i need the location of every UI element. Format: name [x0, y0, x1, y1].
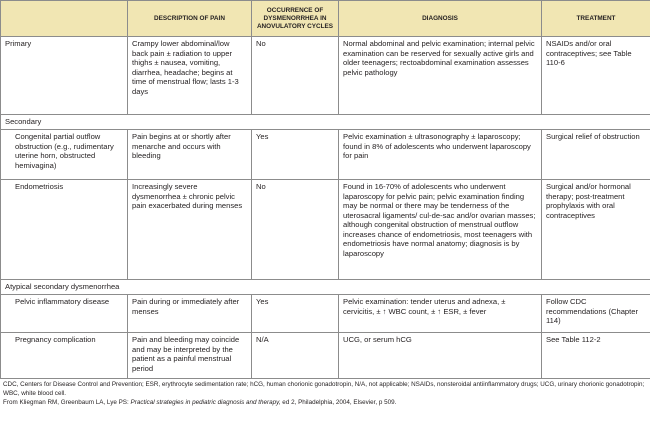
cell-pain: Pain and bleeding may coincide and may be interpreted by the patient as a painful menstrual period [128, 333, 252, 379]
cell-type: Primary [1, 37, 128, 115]
cell-anovulatory: N/A [252, 333, 339, 379]
section-row-secondary [1, 115, 650, 130]
source-citation [3, 399, 647, 408]
header-treatment: TREATMENT [542, 1, 650, 37]
section-row-atypical [1, 280, 650, 295]
cell-pain: Increasingly severe dysmenorrhea ± chronic pelvic pain exacerbated during menses [128, 180, 252, 280]
cell-type: Congenital partial outflow obstruction (e.g., rudimentary uterine horn, obstructed hemivagina) [1, 130, 128, 180]
cell-treatment: Surgical relief of obstruction [542, 130, 650, 180]
cell-diagnosis: UCG, or serum hCG [339, 333, 542, 379]
cell-anovulatory: No [252, 37, 339, 115]
section-label-secondary: Secondary [1, 115, 650, 130]
cell-treatment: NSAIDs and/or oral contraceptives; see Table 110-6 [542, 37, 650, 115]
source-prefix: From Kliegman RM, Greenbaum LA, Lye PS: [3, 398, 131, 406]
source-suffix: ed 2, Philadelphia, 2004, Elsevier, p 509. [280, 398, 397, 406]
table-row-outflow-obstruction [1, 130, 650, 180]
cell-type: Endometriosis [1, 180, 128, 280]
cell-anovulatory: No [252, 180, 339, 280]
cell-diagnosis: Pelvic examination: tender uterus and adnexa, ± cervicitis, ± ↑ WBC count, ± ↑ ESR, ± fever [339, 295, 542, 333]
table-row-primary [1, 37, 650, 115]
abbreviations-note: CDC, Centers for Disease Control and Prevention; ESR, erythrocyte sedimentation rate; hCG, human chorionic gonadotropin, N/A, not applicable; NSAIDs, nonsteroidal antiinflammatory drugs; UCG, urinary chorionic gonadotropin; WBC, white blood cell. [3, 381, 645, 397]
table-row-pid [1, 295, 650, 333]
source-title: Practical strategies in pediatric diagnosis and therapy, [130, 398, 281, 406]
header-type [1, 1, 128, 37]
cell-anovulatory: Yes [252, 130, 339, 180]
cell-treatment: Surgical and/or hormonal therapy; post-treatment prophylaxis with oral contraceptives [542, 180, 650, 280]
cell-pain: Crampy lower abdominal/low back pain ± radiation to upper thighs ± nausea, vomiting, diarrhea, headache; begins at time of menstrual flow; lasts 1-3 days [128, 37, 252, 115]
cell-diagnosis: Normal abdominal and pelvic examination; internal pelvic examination can be reserved for sexually active girls and older teenagers; rectoabdominal examination assesses pelvic pathology [339, 37, 542, 115]
cell-anovulatory: Yes [252, 295, 339, 333]
cell-treatment: See Table 112-2 [542, 333, 650, 379]
table-row-endometriosis [1, 180, 650, 280]
cell-pain: Pain begins at or shortly after menarche and occurs with bleeding [128, 130, 252, 180]
header-anovulatory-occurrence: OCCURRENCE OF DYSMENORRHEA IN ANOVULATORY CYCLES [252, 1, 339, 37]
cell-pain: Pain during or immediately after menses [128, 295, 252, 333]
header-diagnosis: DIAGNOSIS [339, 1, 542, 37]
cell-type: Pregnancy complication [1, 333, 128, 379]
cell-type: Pelvic inflammatory disease [1, 295, 128, 333]
section-label-atypical: Atypical secondary dysmenorrhea [1, 280, 650, 295]
cell-diagnosis: Found in 16-70% of adolescents who underwent laparoscopy for pelvic pain; pelvic examination finding may be normal or there may be tenderness of the uterosacral ligaments/ cul-de-sac and/or ovarian masses; although congenital obstruction of menstrual outflow increases chance of endometriosis, most teenagers with endometriosis have normal anatomy; diagnosis is by laparoscopy [339, 180, 542, 280]
cell-diagnosis: Pelvic examination ± ultrasonography ± laparoscopy; found in 8% of adolescents who underwent laparoscopy for pain [339, 130, 542, 180]
cell-treatment: Follow CDC recommendations (Chapter 114) [542, 295, 650, 333]
table-footnote [3, 381, 647, 407]
header-row [1, 1, 650, 37]
header-description-of-pain: DESCRIPTION OF PAIN [128, 1, 252, 37]
table-row-pregnancy [1, 333, 650, 379]
